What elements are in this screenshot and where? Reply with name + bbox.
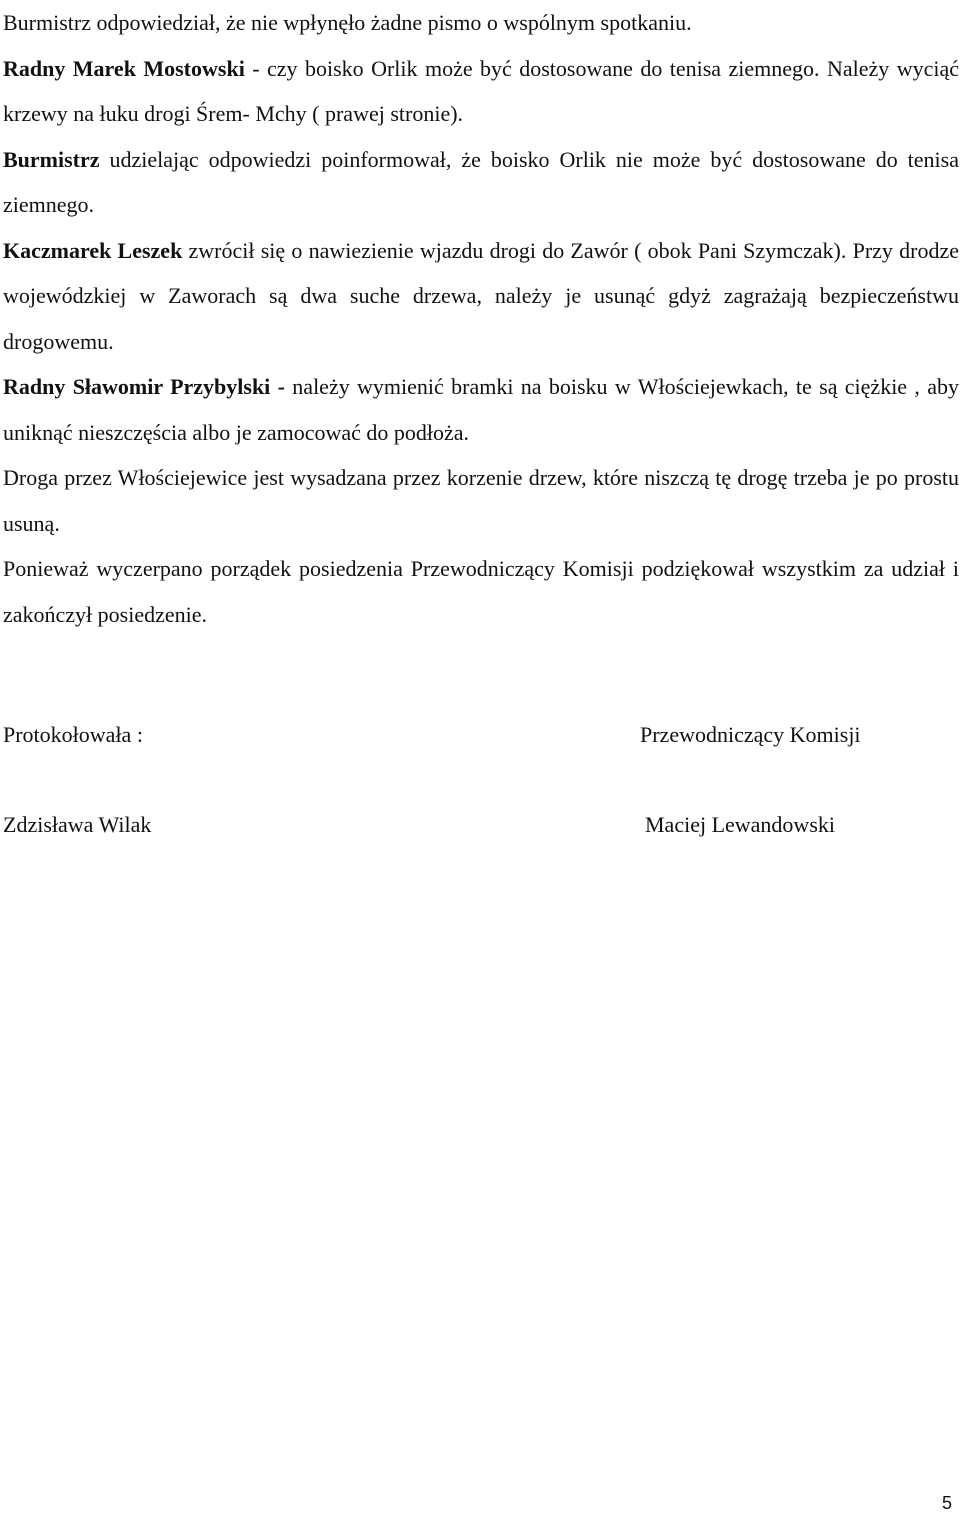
paragraph-text: - czy boisko Orlik może być dostosowane do tenisa ziemnego. Należy wyciąć krzewy na łuku drogi Śrem- Mchy ( prawej stronie). [3,55,959,126]
paragraph-text: należy wymienić bramki na boisku w Włościejewkach, te są ciężkie , aby uniknąć nieszczęścia albo je zamocować do podłoża. [3,374,960,445]
signature-right-role: Przewodniczący Komisji [640,722,861,747]
signature-left-role: Protokołowała : [3,722,143,747]
paragraph-przybylski [3,364,959,455]
speaker-name: Burmistrz [3,146,100,172]
page-number: 5 [941,1493,952,1513]
paragraph-road [3,455,959,546]
paragraph-text: Burmistrz odpowiedział, że nie wpłynęło żadne pismo o wspólnym spotkaniu. [3,10,692,35]
paragraph-kaczmarek [3,228,959,365]
speaker-name: Kaczmarek Leszek [3,237,183,263]
paragraph-text: zwrócił się o nawiezienie wjazdu drogi do Zawór ( obok Pani Szymczak). Przy drodze wojewódzkiej w Zaworach są dwa suche drzewa, należy je usunąć gdyż zagrażają bezpieczeństwu drogowemu. [3,237,959,354]
paragraph-mostowski [3,46,959,137]
speaker-name: Radny Sławomir Przybylski - [3,374,285,399]
paragraph-text: udzielając odpowiedzi poinformował, że boisko Orlik nie może być dostosowane do tenisa ziemnego. [3,146,959,217]
document-body [3,0,959,637]
paragraph-text: Droga przez Włościejewice jest wysadzana przez korzenie drzew, które niszczą tę drogę trzeba je po prostu usuną. [3,465,959,536]
paragraph-mayor-orlik [3,137,959,228]
paragraph-text: Ponieważ wyczerpano porządek posiedzenia Przewodniczący Komisji podziękował wszystkim za udział i zakończył posiedzenie. [3,556,959,627]
paragraph-closing [3,546,959,637]
speaker-name: Radny Marek Mostowski [3,55,245,81]
signature-left-name: Zdzisława Wilak [3,812,152,837]
signature-right-name: Maciej Lewandowski [645,812,835,837]
paragraph-mayor-reply [3,0,959,46]
